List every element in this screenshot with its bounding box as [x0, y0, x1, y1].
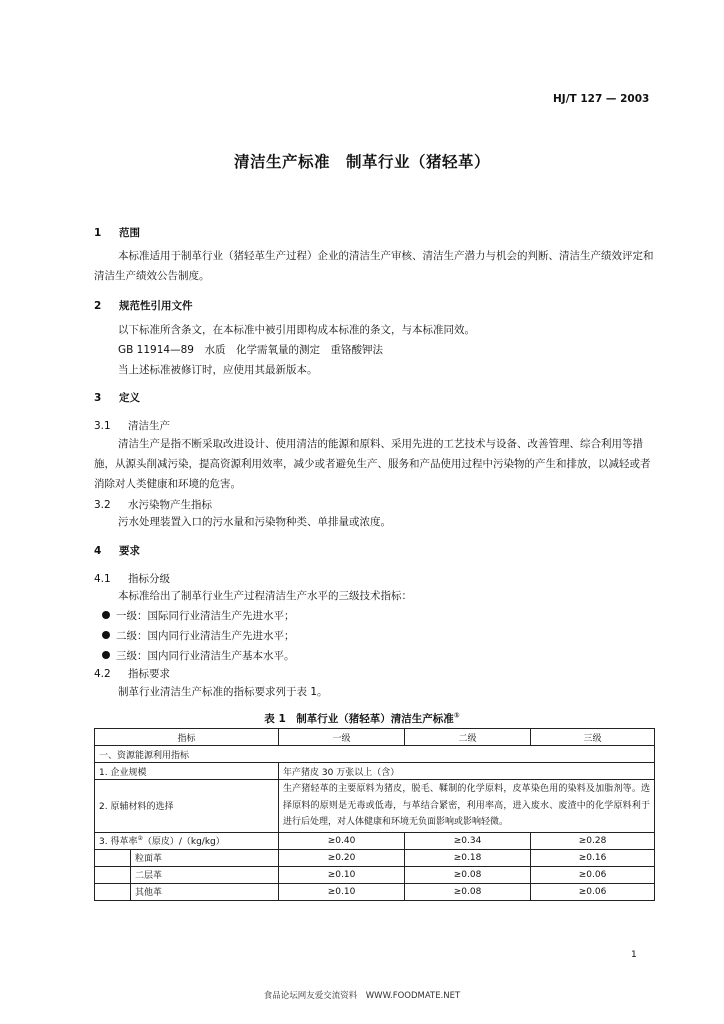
subsection-title: 指标分级 — [128, 573, 171, 585]
header-cell: 三级 — [531, 729, 655, 746]
row-value: 生产猪轻革的主要原料为猪皮，脱毛、鞣制的化学原料，皮革染色用的染料及加脂剂等。选择原料的原则是无毒或低毒，与革结合紧密，利用率高，进入废水、废渣中的化学原料利于进行后处理，对人体健康和环境无负面影响或影响轻微。 — [279, 780, 655, 833]
section-title: 规范性引用文件 — [118, 300, 193, 312]
subsection-3-2-heading — [94, 497, 212, 512]
section-title: 定义 — [118, 392, 140, 404]
section-cell: 一、资源能源利用指标 — [95, 746, 655, 763]
value-cell: ≥0.40 — [279, 832, 405, 849]
row-label: 1. 企业规模 — [95, 763, 279, 780]
indent-cell — [95, 883, 131, 900]
section-number: 4 — [94, 545, 102, 557]
header-cell: 一级 — [279, 729, 405, 746]
subsection-title: 指标要求 — [128, 668, 171, 680]
section-title: 范围 — [118, 227, 140, 239]
value-cell: ≥0.34 — [405, 832, 531, 849]
table-row — [95, 763, 655, 780]
table-row — [95, 866, 655, 883]
list-item: 一级：国际同行业清洁生产先进水平； — [102, 606, 295, 626]
subsection-number: 4.2 — [94, 668, 111, 680]
section-1-heading — [94, 225, 140, 240]
row-label: 3. 得革率②（原皮）/（kg/kg） — [95, 832, 279, 849]
page-title: 清洁生产标准 制革行业（猪轻革） — [233, 153, 490, 171]
header-cell: 指标 — [95, 729, 279, 746]
value-cell: ≥0.10 — [279, 866, 405, 883]
subsection-title: 水污染物产生指标 — [128, 499, 213, 511]
table-row — [95, 780, 655, 833]
subsection-number: 3.2 — [94, 499, 111, 511]
subsection-3-1-body: 清洁生产是指不断采取改进设计、使用清洁的能源和原料、采用先进的工艺技术与设备、改善管理、综合利用等措施，从源头削减污染，提高资源利用效率，减少或者避免生产、服务和产品使用过程中污染物的产生和排放，以减轻或者消除对人类健康和环境的危害。 — [94, 438, 651, 490]
value-cell: ≥0.08 — [405, 866, 531, 883]
bullet-icon — [102, 631, 110, 639]
indent-cell — [95, 849, 131, 866]
bullet-icon — [102, 611, 110, 619]
section-2-para-3: 当上述标准被修订时，应使用其最新版本。 — [118, 364, 318, 376]
page-number: 1 — [631, 950, 637, 960]
value-cell: ≥0.10 — [279, 883, 405, 900]
indent-cell — [95, 866, 131, 883]
value-cell: ≥0.08 — [405, 883, 531, 900]
section-number: 3 — [94, 392, 102, 404]
table-caption: 表 1 制革行业（猪轻革）清洁生产标准① — [264, 711, 460, 725]
row-value: 年产猪皮 30 万张以上（含） — [279, 763, 655, 780]
subsection-number: 4.1 — [94, 573, 111, 585]
value-cell: ≥0.28 — [531, 832, 655, 849]
row-label: 其他革 — [131, 883, 279, 900]
table-row — [95, 832, 655, 849]
section-2-para-1: 以下标准所含条文，在本标准中被引用即构成本标准的条文，与本标准同效。 — [118, 324, 475, 336]
row-label: 粒面革 — [131, 849, 279, 866]
section-title: 要求 — [118, 545, 140, 557]
subsection-4-1-body: 本标准给出了制革行业生产过程清洁生产水平的三级技术指标： — [118, 590, 412, 602]
footnote-marker: ② — [137, 835, 143, 842]
value-cell: ≥0.20 — [279, 849, 405, 866]
subsection-title: 清洁生产 — [128, 420, 171, 432]
row-label: 2. 原辅材料的选择 — [95, 780, 279, 833]
list-item: 三级：国内同行业清洁生产基本水平。 — [102, 646, 295, 666]
footnote-marker: ① — [453, 711, 460, 720]
section-number: 2 — [94, 300, 102, 312]
table-row — [95, 883, 655, 900]
value-cell: ≥0.06 — [531, 866, 655, 883]
section-1-body: 本标准适用于制革行业（猪轻革生产过程）企业的清洁生产审核、清洁生产潜力与机会的判断、清洁生产绩效评定和清洁生产绩效公告制度。 — [94, 250, 654, 282]
bullet-icon — [102, 651, 110, 659]
footer-watermark: 食品论坛网友爱交流资料 WWW.FOODMATE.NET — [263, 991, 461, 1001]
row-label: 二层革 — [131, 866, 279, 883]
table-header-row — [95, 729, 655, 746]
table-section-row — [95, 746, 655, 763]
section-3-heading — [94, 390, 140, 405]
section-number: 1 — [94, 227, 102, 239]
subsection-3-1-heading — [94, 418, 170, 433]
value-cell: ≥0.16 — [531, 849, 655, 866]
value-cell: ≥0.18 — [405, 849, 531, 866]
standard-number: HJ/T 127 — 2003 — [553, 93, 650, 105]
standards-table — [94, 728, 655, 901]
value-cell: ≥0.06 — [531, 883, 655, 900]
subsection-4-1-heading — [94, 571, 170, 586]
referenced-standard: GB 11914—89 水质 化学需氧量的测定 重铬酸钾法 — [118, 344, 383, 356]
subsection-3-2-body: 污水处理装置入口的污水量和污染物种类、单排量或浓度。 — [118, 516, 391, 528]
section-2-heading — [94, 298, 192, 313]
header-cell: 二级 — [405, 729, 531, 746]
subsection-4-2-body: 制革行业清洁生产标准的指标要求列于表 1。 — [118, 686, 328, 698]
subsection-number: 3.1 — [94, 420, 111, 432]
list-item: 二级：国内同行业清洁生产先进水平； — [102, 626, 295, 646]
section-4-heading — [94, 543, 140, 558]
table-row — [95, 849, 655, 866]
subsection-4-2-heading — [94, 666, 170, 681]
